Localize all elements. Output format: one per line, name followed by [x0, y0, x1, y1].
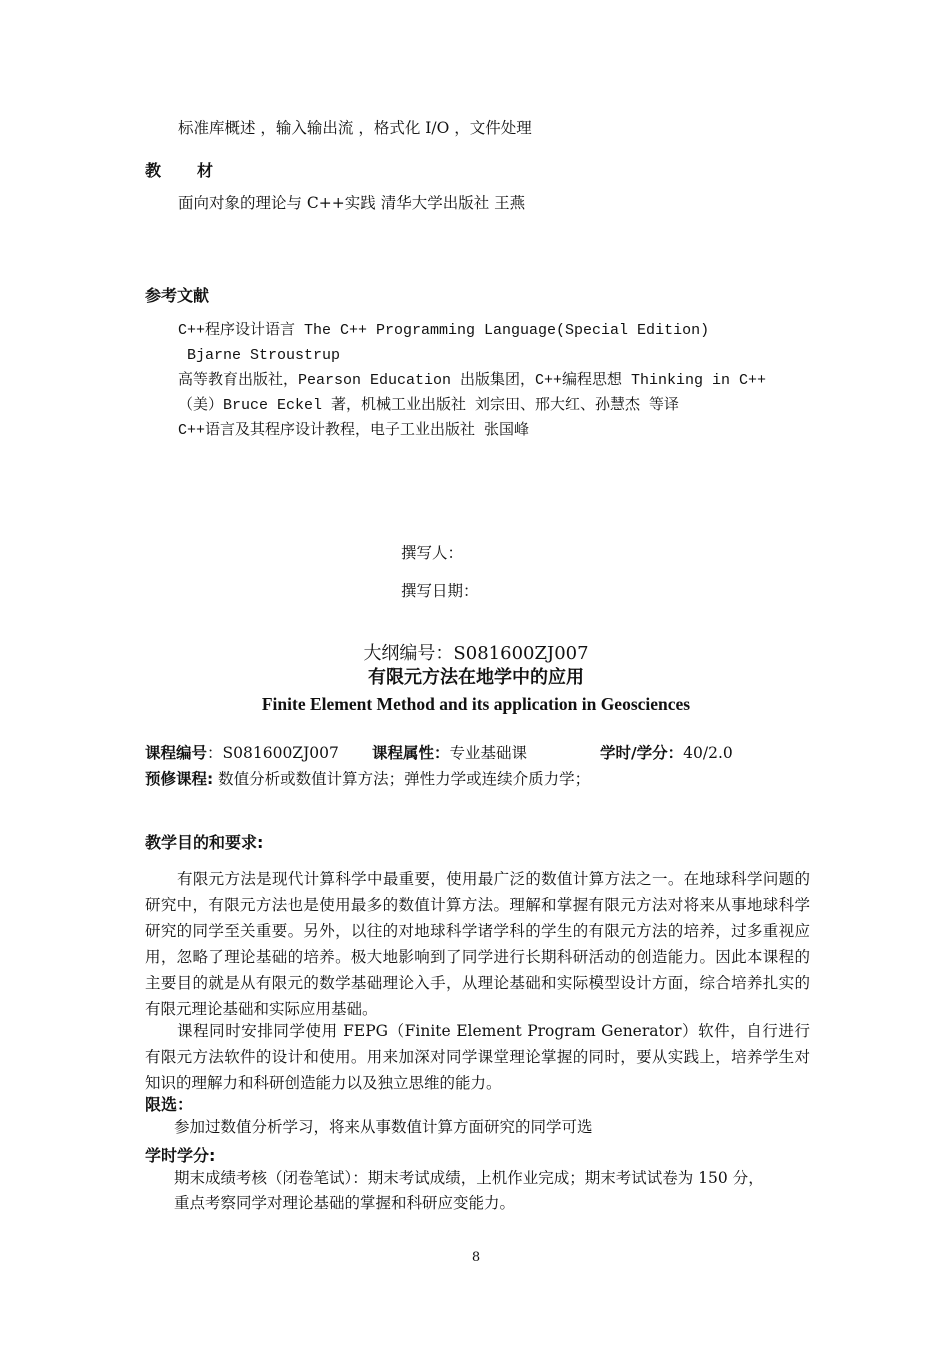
course-title-en: Finite Element Method and its application in Geosciences — [261, 694, 691, 714]
prereq-label: 预修课程: — [145, 770, 214, 788]
course-property-label: 课程属性： — [372, 744, 450, 762]
reference-item: C++语言及其程序设计教程，电子工业出版社 张国峰 — [178, 422, 530, 439]
objective-paragraph-2: 课程同时安排同学使用 FEPG（Finite Element Program Generator）软件，自行进行有限元方法软件的设计和使用。用来加深对同学课堂理论掌握的同时，要从实践上，培养学生对知识的理解力和科研创造能力以及独立思维的能力。 — [145, 1022, 810, 1092]
textbook-heading-char-2: 材 — [197, 161, 214, 180]
page-number: 8 — [471, 1250, 481, 1265]
course-hours-value: 40/2.0 — [683, 744, 733, 762]
course-meta-line — [145, 743, 339, 763]
course-code-label: 课程编号 — [145, 744, 208, 762]
course-property-value: 专业基础课 — [449, 744, 528, 762]
credit-heading: 学时学分: — [145, 1146, 216, 1165]
reference-item: Bjarne Stroustrup — [178, 347, 341, 364]
outline-number: 大纲编号：S081600ZJ007 — [363, 643, 589, 664]
course-hours-label: 学时/学分： — [600, 744, 684, 762]
credit-line-2: 重点考察同学对理论基础的掌握和科研应变能力。 — [174, 1194, 516, 1212]
objective-paragraph-1: 有限元方法是现代计算科学中最重要，使用最广泛的数值计算方法之一。在地球科学问题的研究中，有限元方法也是使用最多的数值计算方法。理解和掌握有限元方法对将来从事地球科学研究的同学至关重要。另外，以往的对地球科学诸学科的学生的有限元方法的培养，过多重视应用，忽略了理论基础的培养。极大地影响到了同学进行长期科研活动的创造能力。因此本课程的主要目的就是从有限元的数学基础理论入手，从理论基础和实际模型设计方面，综合培养扎实的有限元理论基础和实际应用基础。 — [145, 870, 810, 1018]
course-hours — [600, 743, 733, 763]
textbook-heading-char-1: 教 — [145, 161, 162, 180]
author-label: 撰写人： — [401, 544, 464, 562]
prereq-value: 数值分析或数值计算方法；弹性力学或连续介质力学； — [213, 770, 591, 788]
reference-item: C++程序设计语言 The C++ Programming Language(Special Edition) — [178, 322, 710, 339]
prereq-line — [145, 769, 590, 789]
references-heading: 参考文献 — [145, 286, 210, 305]
elective-text: 参加过数值分析学习，将来从事数值计算方面研究的同学可选 — [174, 1118, 593, 1136]
course-code-value: ：S081600ZJ007 — [207, 744, 339, 762]
reference-item: 高等教育出版社，Pearson Education 出版集团，C++编程思想 Thinking in C++ — [178, 372, 767, 389]
course-property — [372, 743, 527, 763]
references-list — [178, 318, 766, 443]
elective-heading: 限选： — [145, 1095, 194, 1114]
objective-heading: 教学目的和要求: — [145, 833, 264, 852]
credit-line-1: 期末成绩考核（闭卷笔试）：期末考试成绩，上机作业完成；期末考试试卷为 150 分， — [174, 1169, 764, 1187]
textbook-text: 面向对象的理论与 C++实践 清华大学出版社 王燕 — [178, 194, 526, 212]
reference-item: （美）Bruce Eckel 著，机械工业出版社 刘宗田、邢大红、孙慧杰 等译 — [178, 397, 680, 414]
course-title-cn: 有限元方法在地学中的应用 — [368, 667, 584, 688]
content-line: 标准库概述 ，输入输出流 ，格式化 I/O ，文件处理 — [178, 119, 532, 137]
date-label: 撰写日期： — [401, 582, 479, 600]
